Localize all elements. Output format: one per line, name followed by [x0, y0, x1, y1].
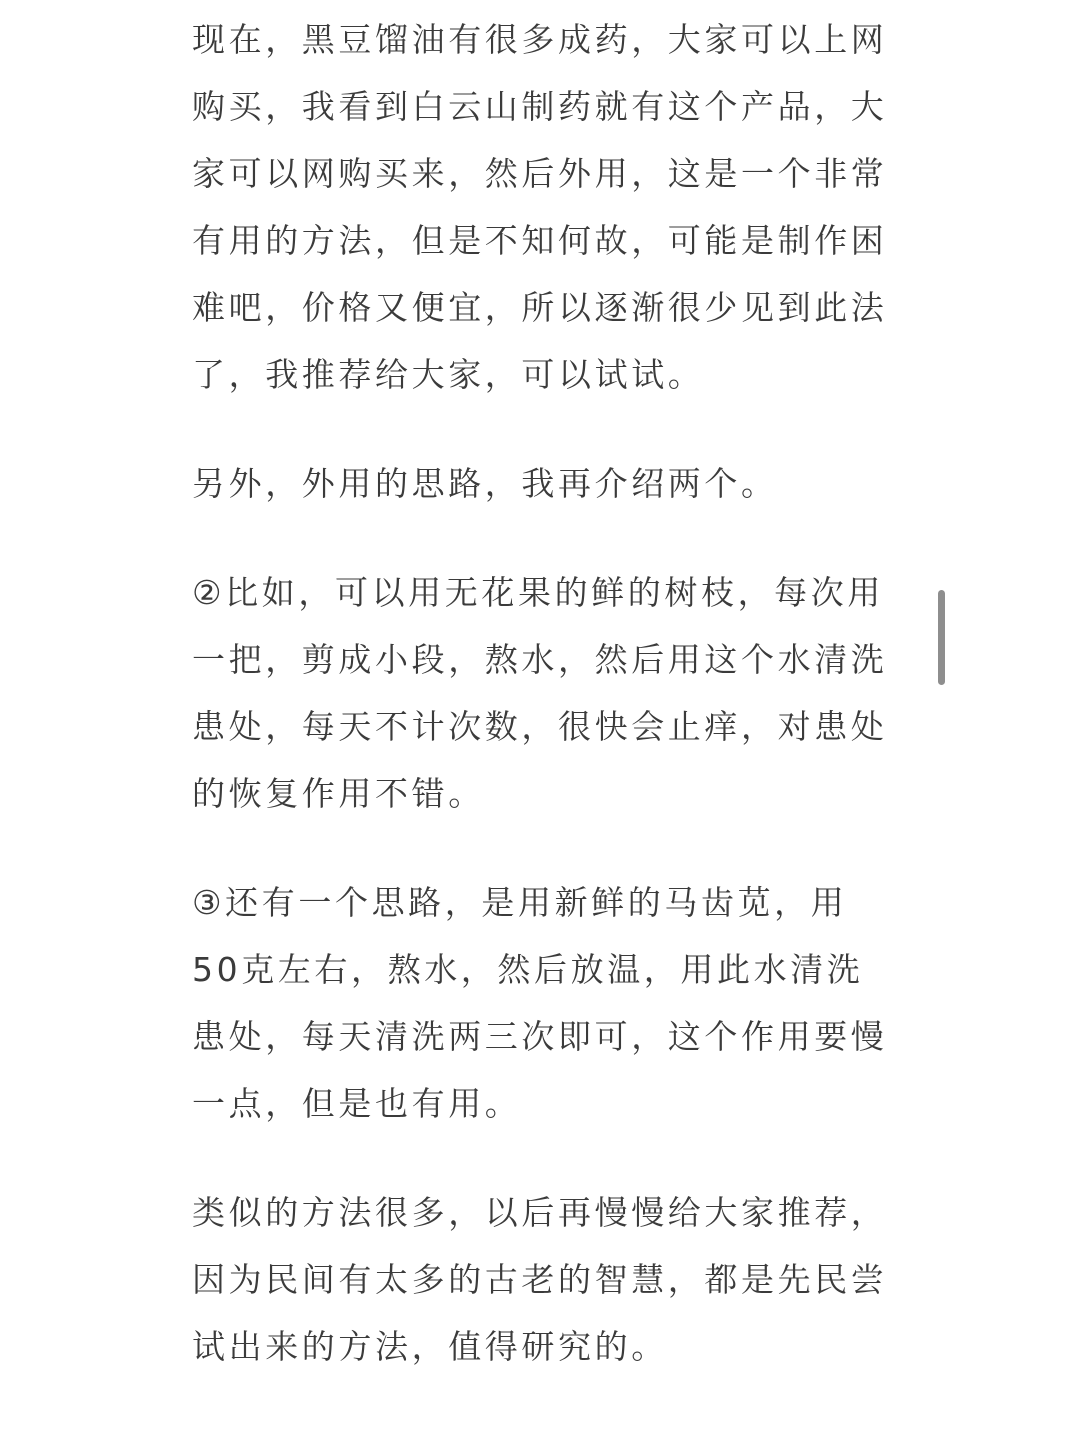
- article-body: [192, 6, 892, 1422]
- vertical-scrollbar-thumb[interactable]: [938, 590, 945, 685]
- paragraph-purslane: ③还有一个思路，是用新鲜的马齿苋，用 50克左右，熬水，然后放温，用此水清洗 患处，每天清洗两三次即可，这个作用要慢 一点，但是也有用。: [192, 883, 888, 1123]
- paragraph-closing: 类似的方法很多，以后再慢慢给大家推荐， 因为民间有太多的古老的智慧，都是先民尝 试出来的方法，值得研究的。: [192, 1193, 888, 1366]
- paragraph-fig-branch: ②比如，可以用无花果的鲜的树枝，每次用 一把，剪成小段，熬水，然后用这个水清洗 患处，每天不计次数，很快会止痒，对患处 的恢复作用不错。: [192, 573, 888, 813]
- paragraph-black-bean-oil: 现在，黑豆馏油有很多成药，大家可以上网 购买，我看到白云山制药就有这个产品，大 家可以网购买来，然后外用，这是一个非常 有用的方法，但是不知何故，可能是制作困 难吧，价格又便宜，所以逐渐很少见到此法 了，我推荐给大家，可以试试。: [192, 20, 888, 394]
- paragraph-external-ideas: 另外，外用的思路，我再介绍两个。: [192, 464, 778, 503]
